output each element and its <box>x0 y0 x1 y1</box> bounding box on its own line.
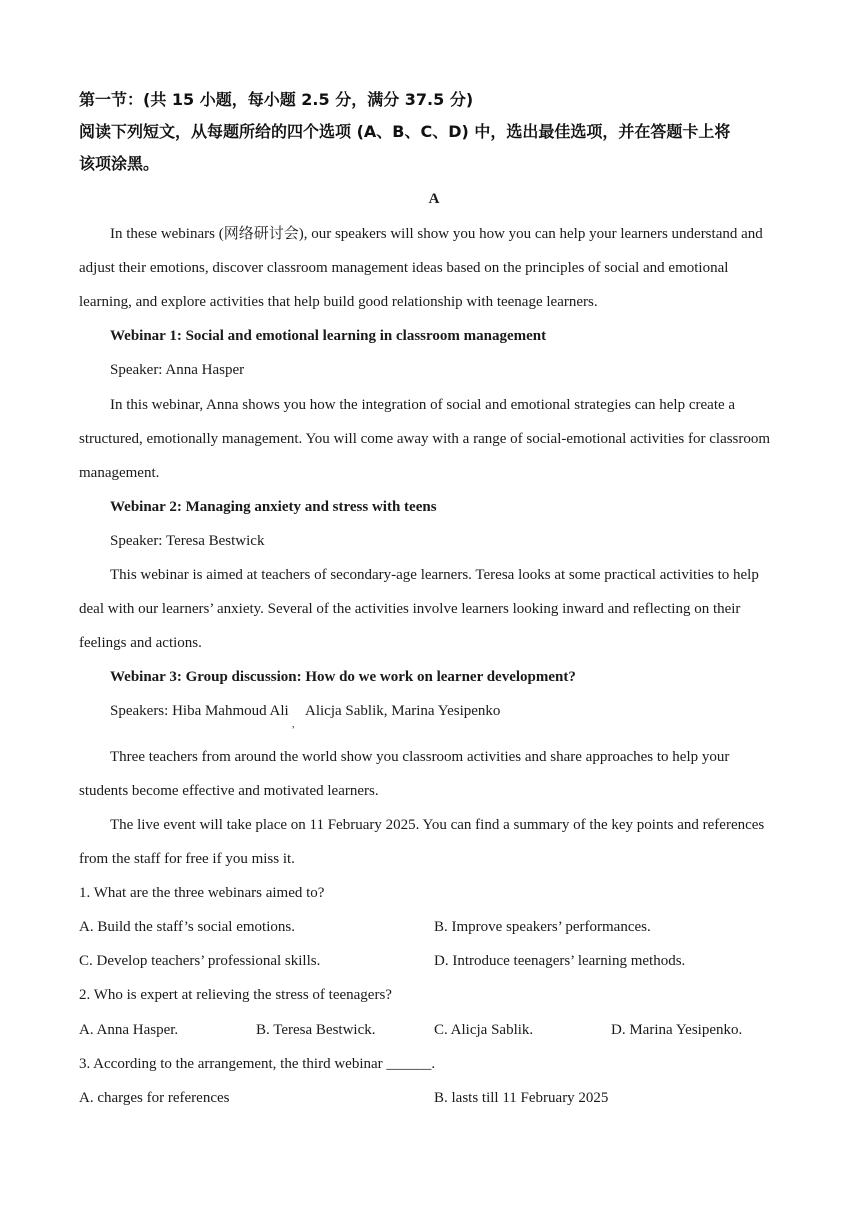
question-2-option-c[interactable]: C. Alicja Sablik. <box>434 1022 534 1038</box>
webinar-1-body-line: structured, emotionally management. You will come away with a range of social-emotional activities for classroom <box>79 431 771 447</box>
question-1-option-d[interactable]: D. Introduce teenagers’ learning methods. <box>434 953 686 969</box>
speaker-separator-mark: , <box>292 719 295 730</box>
question-2-option-b[interactable]: B. Teresa Bestwick. <box>256 1022 376 1038</box>
webinar-2-speaker: Speaker: Teresa Bestwick <box>110 533 265 549</box>
intro-line: learning, and explore activities that help build good relationship with teenage learners. <box>79 294 598 310</box>
instruction-line-2: 该项涂黑。 <box>79 154 160 173</box>
webinar-1-title: Webinar 1: Social and emotional learning in classroom management <box>110 328 547 344</box>
webinar-3-body-line: students become effective and motivated learners. <box>79 783 379 799</box>
closing-line: The live event will take place on 11 February 2025. You can find a summary of the key points and references <box>110 817 765 833</box>
webinar-1-speaker: Speaker: Anna Hasper <box>110 362 245 378</box>
webinar-3-body-line: Three teachers from around the world show you classroom activities and share approaches to help your <box>110 749 730 765</box>
question-3-stem: 3. According to the arrangement, the third webinar ______. <box>79 1056 436 1072</box>
webinar-2-body-line: feelings and actions. <box>79 635 202 651</box>
instruction-line-1: 阅读下列短文，从每题所给的四个选项 (A、B、C、D) 中，选出最佳选项，并在答题卡上将 <box>79 122 731 141</box>
section-heading: 第一节：(共 15 小题，每小题 2.5 分，满分 37.5 分) <box>79 90 474 109</box>
question-1-option-c[interactable]: C. Develop teachers’ professional skills. <box>79 953 321 969</box>
webinar-2-body-line: This webinar is aimed at teachers of secondary-age learners. Teresa looks at some practical activities to help <box>110 567 759 583</box>
webinar-1-body-line: In this webinar, Anna shows you how the integration of social and emotional strategies can help create a <box>110 397 736 413</box>
intro-line: In these webinars (网络研讨会), our speakers will show you how you can help your learners understand and <box>110 226 763 242</box>
webinar-1-body-line: management. <box>79 465 160 481</box>
question-2-stem: 2. Who is expert at relieving the stress of teenagers? <box>79 987 392 1003</box>
question-3-option-a[interactable]: A. charges for references <box>79 1090 230 1106</box>
closing-line: from the staff for free if you miss it. <box>79 851 295 867</box>
question-1-stem: 1. What are the three webinars aimed to? <box>79 885 325 901</box>
webinar-2-title: Webinar 2: Managing anxiety and stress with teens <box>110 499 437 515</box>
question-3-option-b[interactable]: B. lasts till 11 February 2025 <box>434 1090 609 1106</box>
question-2-option-d[interactable]: D. Marina Yesipenko. <box>611 1022 743 1038</box>
question-1-option-a[interactable]: A. Build the staff’s social emotions. <box>79 919 295 935</box>
question-1-option-b[interactable]: B. Improve speakers’ performances. <box>434 919 651 935</box>
passage-label: A <box>428 191 440 207</box>
webinar-3-title: Webinar 3: Group discussion: How do we work on learner development? <box>110 669 576 685</box>
webinar-3-speakers: Speakers: Hiba Mahmoud Ali <box>110 703 289 719</box>
question-2-option-a[interactable]: A. Anna Hasper. <box>79 1022 179 1038</box>
webinar-3-speakers-cont: Alicja Sablik, Marina Yesipenko <box>305 703 501 719</box>
webinar-2-body-line: deal with our learners’ anxiety. Several of the activities involve learners looking inward and reflecting on their <box>79 601 741 617</box>
intro-line: adjust their emotions, discover classroom management ideas based on the principles of social and emotional <box>79 260 729 276</box>
